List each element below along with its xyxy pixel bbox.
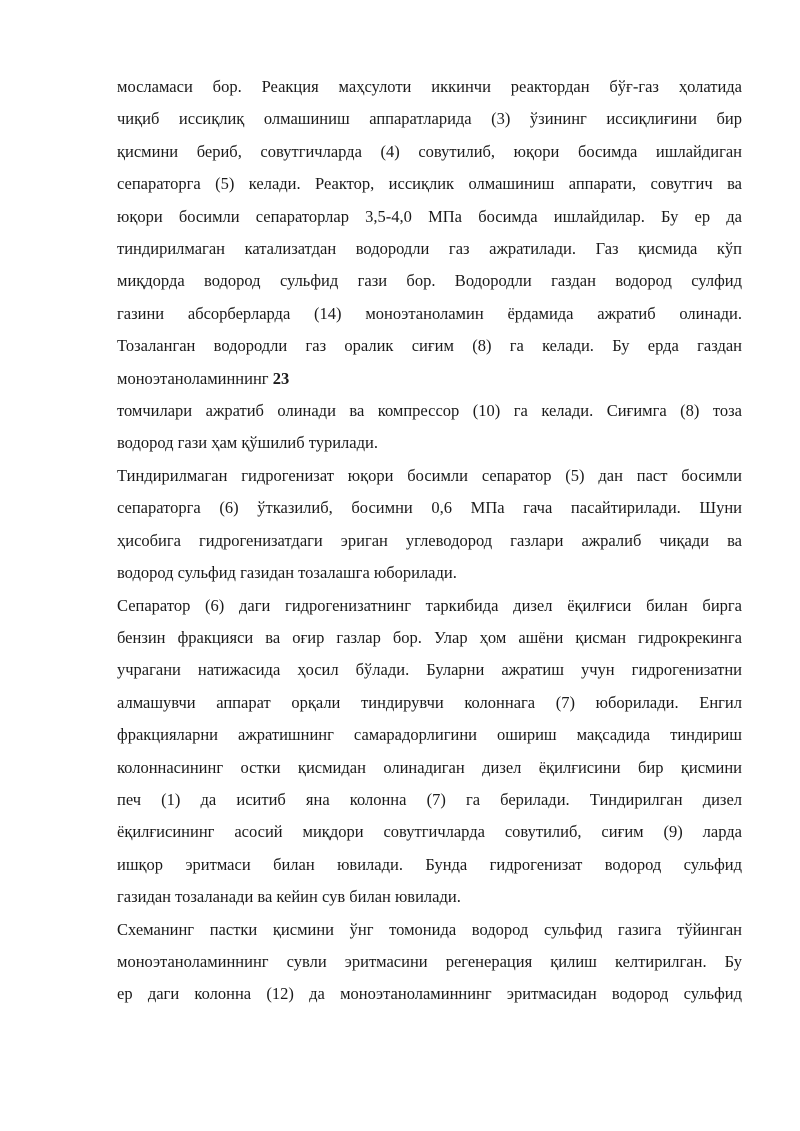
text-line: ҳисобига гидрогенизатдаги эриган углеводород газлари ажралиб чиқади ва xyxy=(117,530,742,550)
text-line: бензин фракцияси ва оғир газлар бор. Улар ҳом ашёни қисман гидрокрекинга xyxy=(117,627,742,647)
text-line: Тозаланган водородли газ оралик сиғим (8) га келади. Бу ерда газдан xyxy=(117,336,742,356)
text-line: алмашувчи аппарат орқали тиндирувчи колоннага (7) юборилади. Енгил xyxy=(117,692,742,712)
text-line: ёқилғисининг асосий миқдори совутгичларда совутилиб, сиғим (9) ларда xyxy=(117,822,742,842)
text-fragment: моноэтаноламиннинг xyxy=(117,368,273,388)
page-number: 23 xyxy=(272,368,290,388)
text-line: Схеманинг пастки қисмини ўнг томонида водород сульфид газига тўйинган xyxy=(117,919,742,939)
text-line: Сепаратор (6) даги гидрогенизатнинг таркибида дизел ёқилғиси билан бирга xyxy=(117,595,742,615)
text-line: газини абсорберларда (14) моноэтаноламин ёрдамида ажратиб олинади. xyxy=(117,303,742,323)
text-line: фракцияларни ажратишнинг самарадорлигини ошириш мақсадида тиндириш xyxy=(117,725,742,745)
text-line: тиндирилмаган катализатдан водородли газ ажратилади. Газ қисмида кўп xyxy=(117,239,742,259)
text-line: томчилари ажратиб олинади ва компрессор (10) га келади. Сиғимга (8) тоза xyxy=(117,401,742,421)
text-line: ишқор эритмаси билан ювилади. Бунда гидрогенизат водород сульфид xyxy=(117,854,742,874)
text-line: сепараторга (5) келади. Реактор, иссиқлик олмашиниш аппарати, совутгич ва xyxy=(117,174,742,194)
text-line: моноэтаноламиннинг сувли эритмасини регенерация қилиш келтирилган. Бу xyxy=(117,951,742,971)
text-line: колоннасининг остки қисмидан олинадиган дизел ёқилғисини бир қисмини xyxy=(117,757,742,777)
text-line: чиқиб иссиқлиқ олмашиниш аппаратларида (3) ўзининг иссиқлиғини бир xyxy=(117,109,742,129)
text-line: печ (1) да иситиб яна колонна (7) га берилади. Тиндирилган дизел xyxy=(117,789,742,809)
text-line: водород сульфид газидан тозалашга юборилади. xyxy=(117,563,457,583)
body-text xyxy=(117,71,742,1011)
text-line xyxy=(117,363,742,395)
text-line: миқдорда водород сульфид гази бор. Водородли газдан водород сулфид xyxy=(117,271,742,291)
text-line: водород гази ҳам қўшилиб турилади. xyxy=(117,433,378,453)
text-line: мосламаси бор. Реакция маҳсулоти иккинчи реактордан бўғ-газ ҳолатида xyxy=(117,77,742,96)
text-line: Тиндирилмаган гидрогенизат юқори босимли сепаратор (5) дан паст босимли xyxy=(117,465,742,485)
text-line: ер даги колонна (12) да моноэтаноламиннинг эритмасидан водород сульфид xyxy=(117,984,742,1004)
text-line: юқори босимли сепараторлар 3,5-4,0 МПа босимда ишлайдилар. Бу ер да xyxy=(117,206,742,226)
text-line: сепараторга (6) ўтказилиб, босимни 0,6 МПа гача пасайтирилади. Шуни xyxy=(117,498,742,518)
text-line: қисмини бериб, совутгичларда (4) совутилиб, юқори босимда ишлайдиган xyxy=(117,141,742,161)
text-line: газидан тозаланади ва кейин сув билан ювилади. xyxy=(117,887,461,907)
text-line: учрагани натижасида ҳосил бўлади. Буларни ажратиш учун гидрогенизатни xyxy=(117,660,742,680)
